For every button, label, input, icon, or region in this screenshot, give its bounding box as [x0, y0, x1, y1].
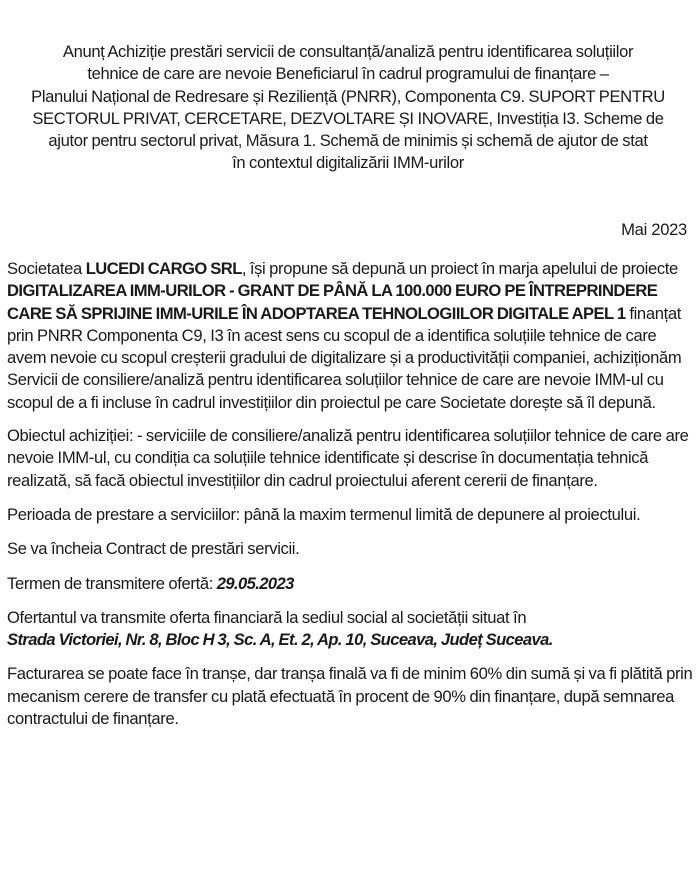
- program-name: DIGITALIZAREA IMM-URILOR - GRANT DE PÂNĂ LA 100.000 EURO PE ÎNTREPRINDERE CARE SĂ SPRIJINE IMM-URILE ÎN ADOPTAREA TEHNOLOGIILOR DIGITALE APEL 1: [7, 281, 658, 323]
- title-line: Anunț Achiziție prestări servicii de consultanță/analiză pentru identificarea soluțiilor: [62, 42, 634, 61]
- document-title: [6, 41, 690, 175]
- document-date: Mai 2023: [621, 220, 687, 239]
- title-line: SECTORUL PRIVAT, CERCETARE, DEZVOLTARE ȘI INOVARE, Investiția I3. Scheme de: [32, 108, 664, 128]
- document-body: [7, 258, 693, 742]
- intro-text: , își propune să depună un proiect în marja apelului de proiecte: [241, 259, 678, 278]
- deadline-label: Termen de transmitere ofertă:: [7, 573, 217, 593]
- paragraph-period: Perioada de prestare a serviciilor: până la maxim termenul limită de depunere al proiectului.: [7, 504, 641, 524]
- paragraph-objective: Obiectul achiziției: - serviciile de consiliere/analiză pentru identificarea soluțiilor tehnice de care are nevoie IMM-ul, cu condiția ca soluțiile tehnice identificate și descrise în documentația tehnică realizată, să facă obiectul investițiilor din cadrul proiectului aferent cererii de finanțare.: [7, 426, 689, 490]
- offer-text: Ofertantul va transmite oferta financiară la sediul social al societății situat în: [7, 607, 527, 627]
- paragraph-invoicing: Facturarea se poate face în tranșe, dar tranșa finală va fi de minim 60% din sumă și va fi plătită prin mecanism cerere de transfer cu plată efectuată în procent de 90% din finanțare, după semnarea contractului de finanțare.: [7, 664, 693, 729]
- paragraph-offer-address: [7, 607, 693, 652]
- title-line: ajutor pentru sectorul privat, Măsura 1. Schemă de minimis și schemă de ajutor de stat: [48, 131, 648, 151]
- paragraph-intro: [7, 258, 693, 414]
- company-name: LUCEDI CARGO SRL: [85, 259, 242, 278]
- title-line: tehnice de care are nevoie Beneficiarul în cadrul programului de finanțare –: [87, 64, 609, 84]
- paragraph-deadline: [7, 573, 693, 595]
- title-line: Planului Național de Redresare și Reziliență (PNRR), Componenta C9. SUPORT PENTRU: [31, 86, 665, 106]
- intro-text: finanțat prin PNRR Componenta C9, I3 în acest sens cu scopul de a identifica soluțiile tehnice de care avem nevoie cu scopul creșterii gradului de digitalizare și a productivității companiei, achiziționăm Servicii de consiliere/analiză pentru identificarea soluțiilor tehnice de care are nevoie IMM-ul cu scopul de a fi incluse în cadrul investițiilor din proiectul pe care Societate dorește să îl depună.: [7, 303, 682, 412]
- office-address: Strada Victoriei, Nr. 8, Bloc H 3, Sc. A, Et. 2, Ap. 10, Suceava, Județ Suceava.: [7, 630, 553, 650]
- title-line: în contextul digitalizării IMM-urilor: [232, 153, 464, 173]
- intro-text: Societatea: [7, 259, 86, 278]
- paragraph-contract: Se va încheia Contract de prestări servicii.: [7, 539, 300, 559]
- deadline-date: 29.05.2023: [216, 573, 294, 593]
